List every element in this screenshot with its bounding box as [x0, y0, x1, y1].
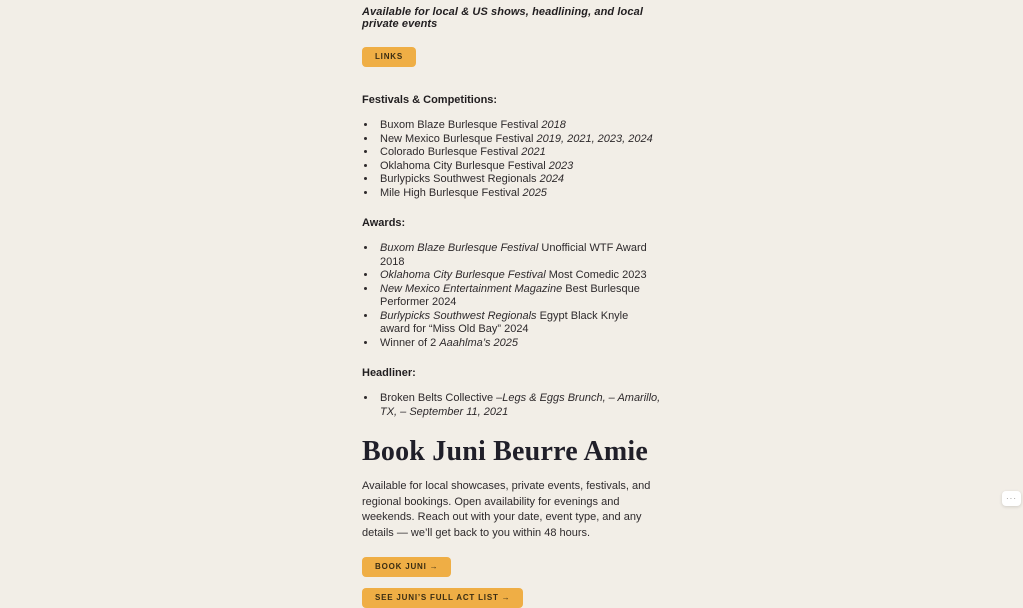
item-text: Oklahoma City Burlesque Festival [380, 159, 549, 172]
item-years: 2021 [521, 146, 546, 158]
item-text: Egypt Black Knyle award for “Miss Old Bay” 2024 [380, 309, 629, 335]
item-years: 2024 [539, 173, 565, 185]
award-item [377, 269, 661, 283]
item-text: Burlypicks Southwest Regionals [380, 173, 540, 185]
links-button[interactable]: LINKS [362, 47, 416, 67]
festival-item [377, 173, 661, 187]
item-years: 2018 [541, 119, 566, 131]
item-text: New Mexico Burlesque Festival [380, 132, 537, 145]
headliner-heading: Headliner: [362, 367, 416, 379]
headliner-item [377, 392, 661, 419]
item-text: Best Burlesque Performer 2024 [380, 282, 640, 308]
award-item [377, 310, 661, 337]
more-options-widget[interactable] [1002, 491, 1021, 506]
booking-description: Available for local showcases, private events, festivals, and regional bookings. Open availability for evenings and weekends. Reach out with your date, event type, and any details — we’ll get back to you within 48 hours. [362, 480, 651, 539]
item-text: Winner of 2 [380, 336, 440, 349]
item-years: 2025 [522, 186, 547, 199]
page-title: Book Juni Beurre Amie [362, 436, 649, 467]
item-text: Buxom Blaze Burlesque Festival [380, 119, 542, 131]
content-column [362, 0, 661, 608]
festival-item [377, 133, 661, 147]
item-title: Buxom Blaze Burlesque Festival [380, 242, 539, 254]
item-text: Unofficial WTF Award 2018 [380, 242, 647, 268]
item-years: 2019, 2021, 2023, 2024 [536, 132, 653, 145]
item-years: 2023 [548, 159, 574, 172]
festivals-list [362, 119, 661, 200]
book-juni-button[interactable]: BOOK JUNI → [362, 557, 451, 577]
festival-item [377, 160, 661, 174]
award-item [377, 283, 661, 310]
festivals-heading: Festivals & Competitions: [362, 94, 498, 106]
item-text: Colorado Burlesque Festival [380, 146, 522, 158]
ellipsis-icon: ··· [1006, 494, 1017, 503]
awards-list [362, 242, 661, 350]
availability-note: Available for local & US shows, headlining, and local private events [362, 6, 643, 30]
festival-item [377, 187, 661, 201]
item-title: Legs & Eggs Brunch, – Amarillo, TX, – September 11, 2021 [380, 392, 661, 418]
item-text: Broken Belts Collective – [380, 392, 503, 404]
full-act-list-button[interactable]: SEE JUNI’S FULL ACT LIST → [362, 588, 523, 608]
festival-item [377, 119, 661, 133]
festival-item [377, 146, 661, 160]
headliner-list [362, 392, 661, 419]
item-title: Aaahlma’s 2025 [439, 336, 518, 349]
item-text: Most Comedic 2023 [545, 269, 647, 281]
item-title: New Mexico Entertainment Magazine [380, 282, 563, 295]
award-item [377, 242, 661, 269]
item-text: Mile High Burlesque Festival [380, 186, 523, 199]
award-item [377, 337, 661, 351]
item-title: Oklahoma City Burlesque Festival [380, 269, 546, 281]
item-title: Burlypicks Southwest Regionals [380, 309, 537, 322]
awards-heading: Awards: [362, 217, 406, 229]
